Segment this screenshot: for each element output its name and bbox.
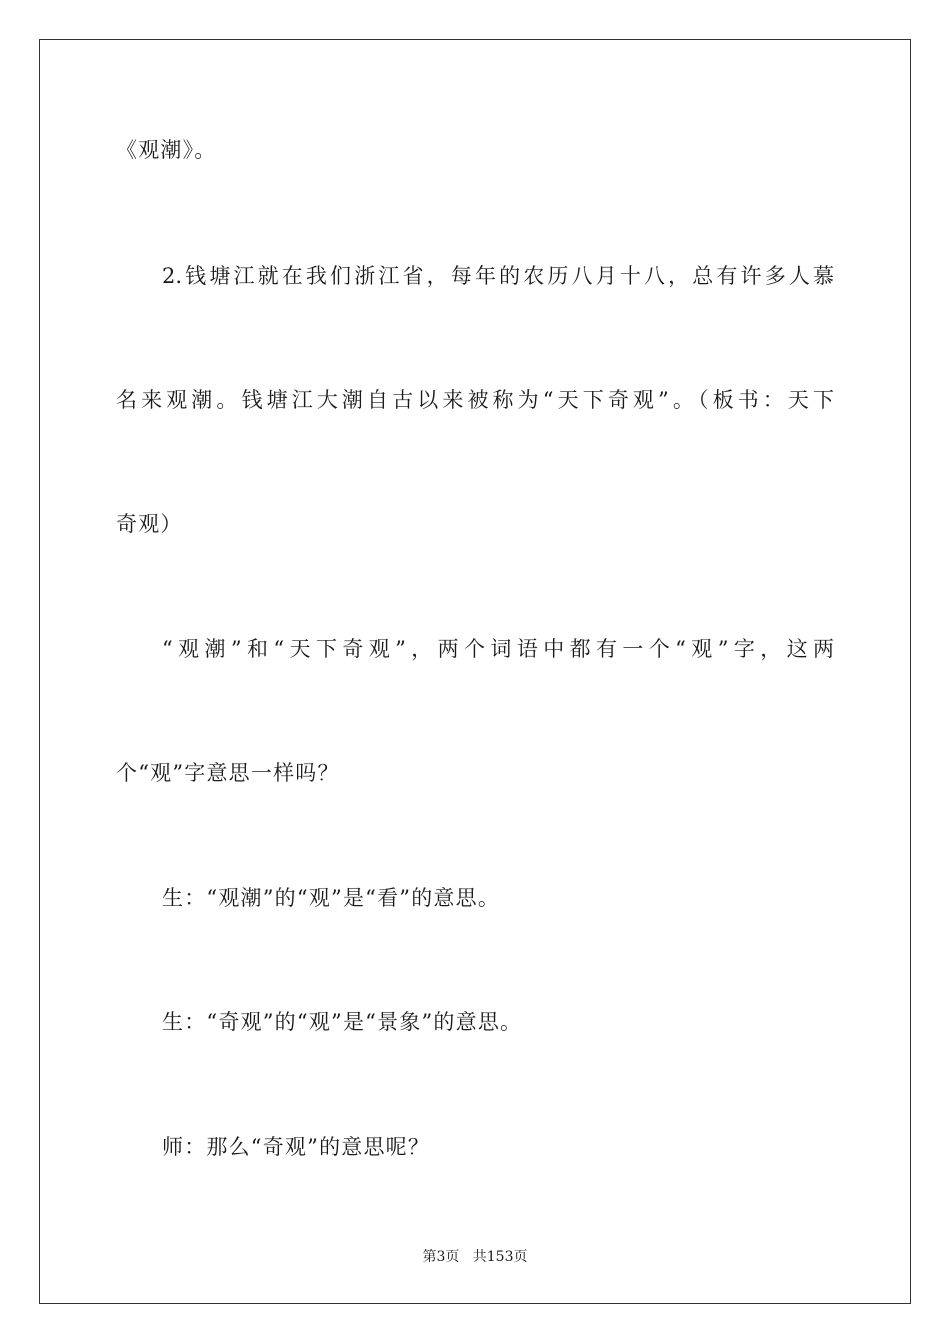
paragraph-line-2: 2.钱塘江就在我们浙江省，每年的农历八月十八，总有许多人慕 xyxy=(162,264,834,288)
paragraph-line-9: 师：那么“奇观”的意思呢？ xyxy=(162,1135,431,1159)
paragraph-line-4: 奇观） xyxy=(116,512,183,536)
paragraph-line-3: 名来观潮。钱塘江大潮自古以来被称为“天下奇观”。（板书：天下 xyxy=(116,388,834,412)
paragraph-line-6: 个“观”字意思一样吗？ xyxy=(116,761,340,785)
paragraph-line-7: 生：“观潮”的“观”是“看”的意思。 xyxy=(162,886,501,910)
paragraph-line-1: 《观潮》。 xyxy=(116,138,217,162)
paragraph-line-5: “观潮”和“天下奇观”，两个词语中都有一个“观”字，这两 xyxy=(162,637,834,661)
paragraph-line-8: 生：“奇观”的“观”是“景象”的意思。 xyxy=(162,1010,523,1034)
page-number-footer: 第3页 共153页 xyxy=(422,1249,528,1265)
page-border xyxy=(39,39,911,1304)
